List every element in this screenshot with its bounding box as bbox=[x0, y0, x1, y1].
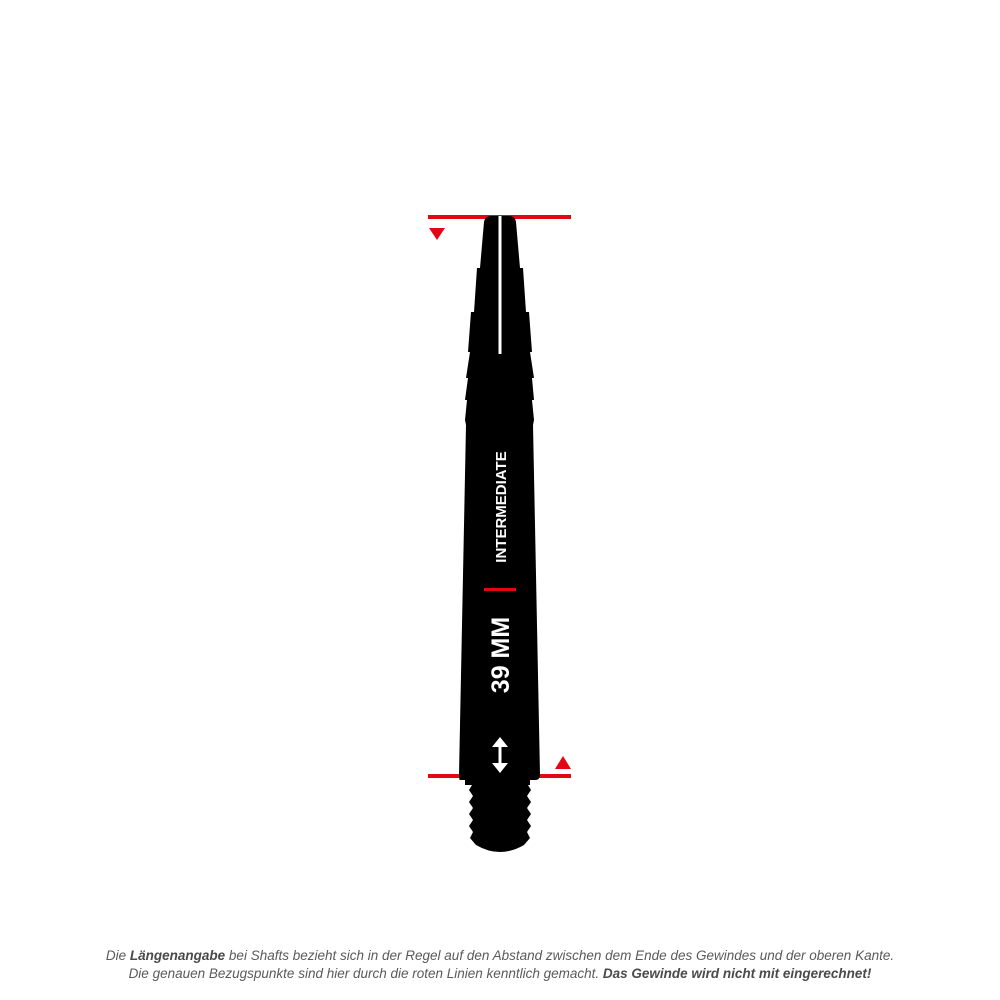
shaft-thread bbox=[469, 785, 531, 852]
caption-line-1-bold: Längenangabe bbox=[129, 948, 226, 963]
caption-line-1 bbox=[0, 947, 1000, 965]
caption-line-2-pre: Die genauen Bezugspunkte sind hier durch die roten Linien kenntlich gemacht. bbox=[128, 966, 603, 981]
caption-line-1-post: bei Shafts bezieht sich in der Regel auf den Abstand zwischen dem Ende des Gewindes und der oberen Kante. bbox=[225, 948, 895, 963]
shaft-type-label: INTERMEDIATE bbox=[493, 451, 510, 563]
top-marker-triangle-icon bbox=[429, 228, 445, 240]
shaft-slit bbox=[499, 216, 502, 354]
bottom-marker-triangle-icon bbox=[555, 756, 571, 769]
label-separator bbox=[484, 588, 516, 591]
shaft-length-label: 39 MM bbox=[487, 616, 515, 694]
caption-line-2 bbox=[0, 965, 1000, 983]
caption-line-1-pre: Die bbox=[105, 948, 130, 963]
caption-line-2-bold: Das Gewinde wird nicht mit eingerechnet! bbox=[602, 966, 872, 981]
